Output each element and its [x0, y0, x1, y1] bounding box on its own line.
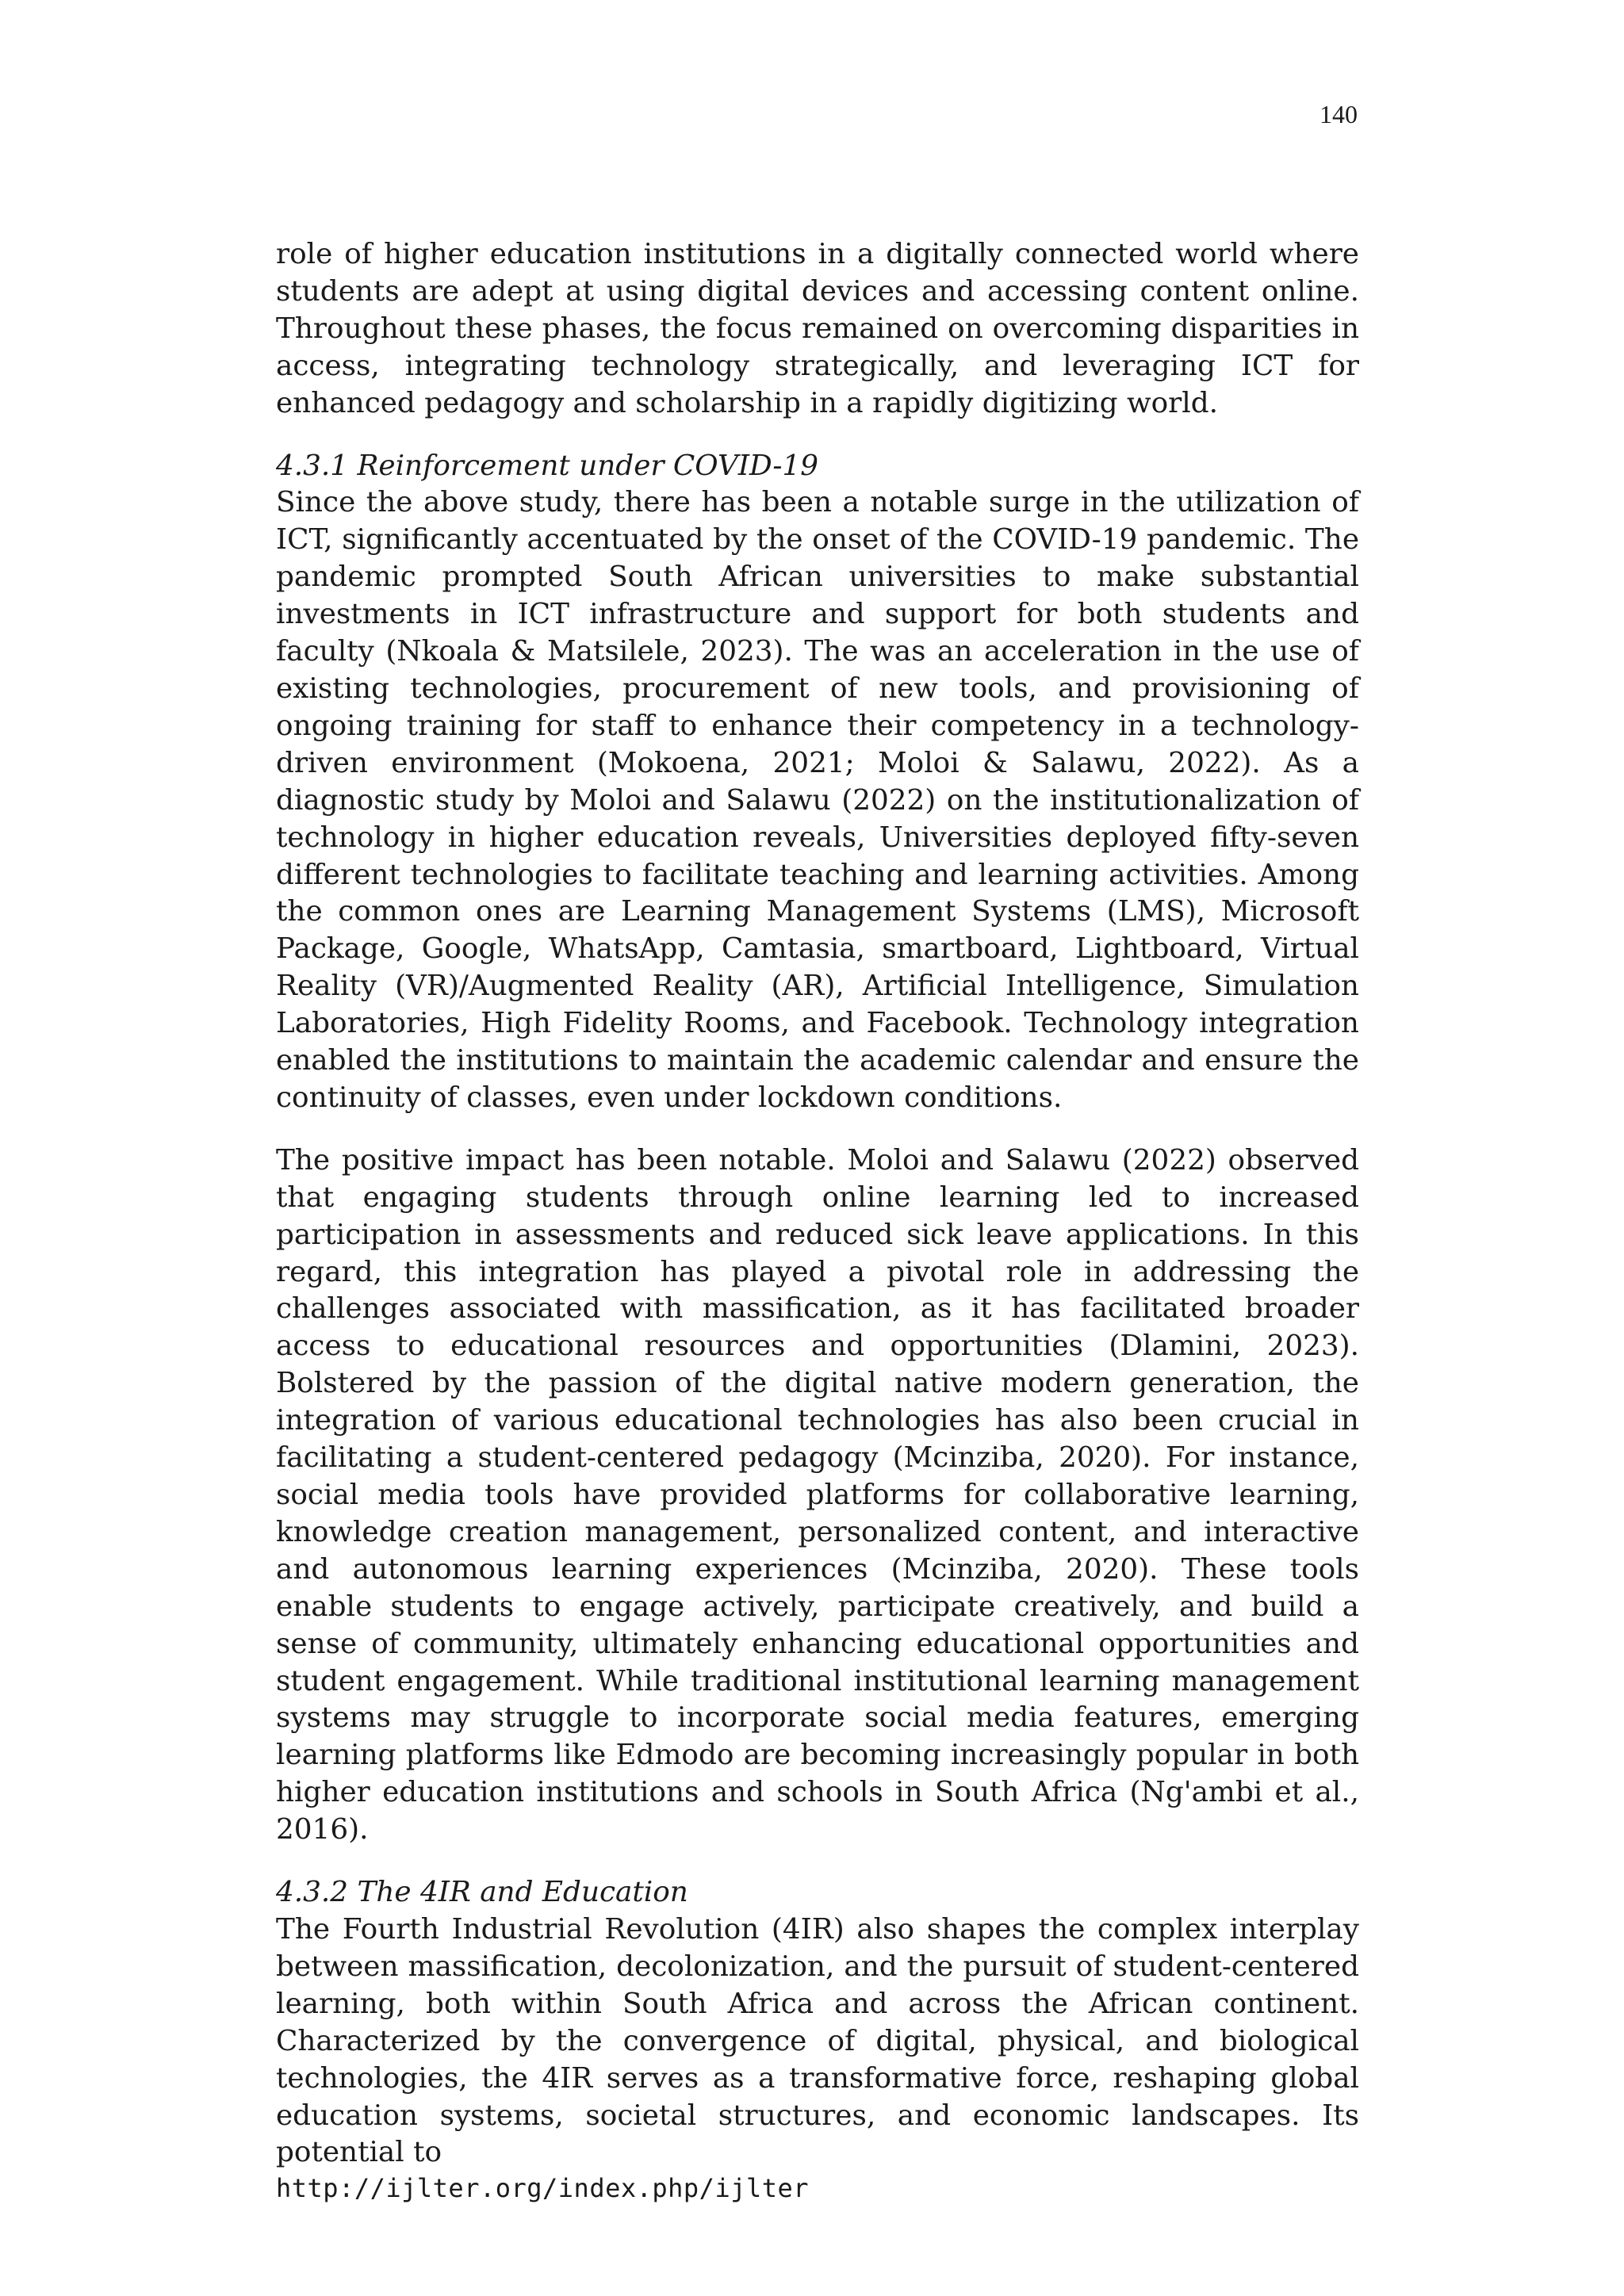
page-number: 140 [1320, 100, 1358, 128]
section-4-3-2-paragraph-1: The Fourth Industrial Revolution (4IR) also shapes the complex interplay between massification, decolonization, and the pursuit of student-centered learning, both within South Africa and across the African continent. Characterized by the convergence of digital, physical, and biological technologies, the 4IR serves as a transformative force, reshaping global education systems, societal structures, and economic landscapes. Its potential to [276, 1912, 1359, 2169]
section-heading-4-3-2: 4.3.2 The 4IR and Education [276, 1876, 688, 1909]
section-4-3-1-paragraph-1: Since the above study, there has been a notable surge in the utilization of ICT, significantly accentuated by the onset of the COVID-19 pandemic. The pandemic prompted South African universities to make substantial investments in ICT infrastructure and support for both students and faculty (Nkoala & Matsilele, 2023). The was an acceleration in the use of existing technologies, procurement of new tools, and provisioning of ongoing training for staff to enhance their competency in a technology-driven environment (Mokoena, 2021; Moloi & Salawu, 2022). As a diagnostic study by Moloi and Salawu (2022) on the institutionalization of technology in higher education reveals, Universities deployed fifty-seven different technologies to facilitate teaching and learning activities. Among the common ones are Learning Management Systems (LMS), Microsoft Package, Google, WhatsApp, Camtasia, smartboard, Lightboard, Virtual Reality (VR)/Augmented Reality (AR), Artificial Intelligence, Simulation Laboratories, High Fidelity Rooms, and Facebook. Technology integration enabled the institutions to maintain the academic calendar and ensure the continuity of classes, even under lockdown conditions. [276, 486, 1359, 1114]
section-4-3-1-paragraph-2: The positive impact has been notable. Moloi and Salawu (2022) observed that engaging students through online learning led to increased participation in assessments and reduced sick leave applications. In this regard, this integration has played a pivotal role in addressing the challenges associated with massification, as it has facilitated broader access to educational resources and opportunities (Dlamini, 2023). Bolstered by the passion of the digital native modern generation, the integration of various educational technologies has also been crucial in facilitating a student-centered pedagogy (Mcinziba, 2020). For instance, social media tools have provided platforms for collaborative learning, knowledge creation management, personalized content, and interactive and autonomous learning experiences (Mcinziba, 2020). These tools enable students to engage actively, participate creatively, and build a sense of community, ultimately enhancing educational opportunities and student engagement. While traditional institutional learning management systems may struggle to incorporate social media features, emerging learning platforms like Edmodo are becoming increasingly popular in both higher education institutions and schools in South Africa (Ng'ambi et al., 2016). [276, 1143, 1359, 1846]
footer-journal-url: http://ijlter.org/index.php/ijlter [276, 2173, 810, 2203]
article-body [276, 236, 1359, 2172]
section-heading-4-3-1: 4.3.1 Reinforcement under COVID-19 [276, 449, 819, 482]
intro-paragraph: role of higher education institutions in a digitally connected world where students are adept at using digital devices and accessing content online. Throughout these phases, the focus remained on overcoming disparities in access, integrating technology strategically, and leveraging ICT for enhanced pedagogy and scholarship in a rapidly digitizing world. [276, 238, 1359, 419]
